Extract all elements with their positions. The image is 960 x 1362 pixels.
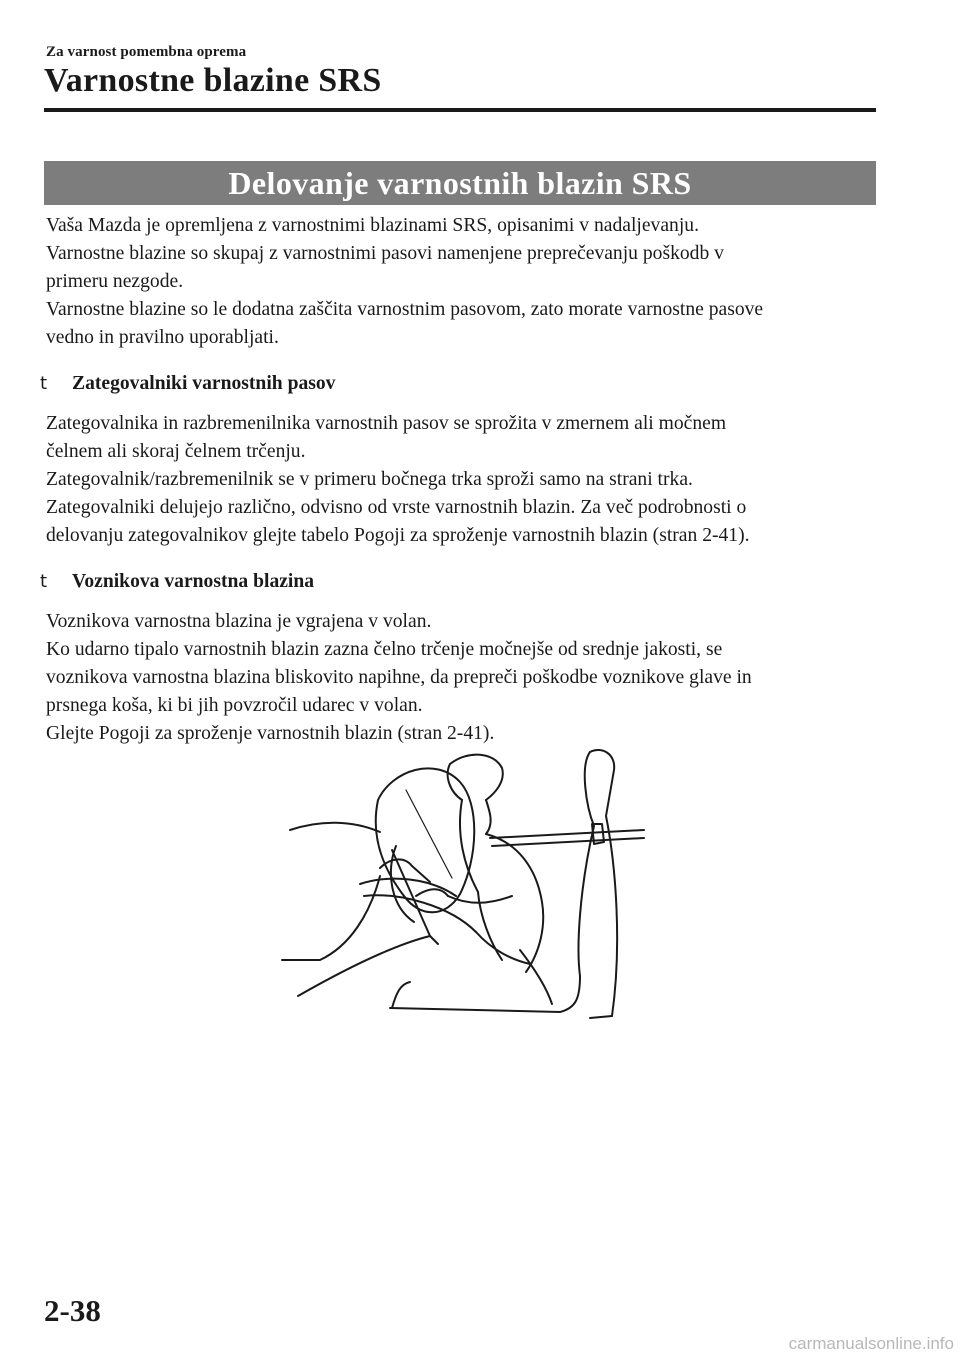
bullet-icon: t: [40, 373, 48, 394]
subsection-title: Voznikova varnostna blazina: [72, 571, 315, 592]
body-line: delovanju zategovalnikov glejte tabelo Pogoji za sproženje varnostnih blazin (stran 2-41).: [46, 525, 750, 546]
chapter-title: Varnostne blazine SRS: [44, 62, 382, 99]
bullet-icon: t: [40, 571, 48, 592]
intro-line: Varnostne blazine so le dodatna zaščita varnostnim pasovom, zato morate varnostne pasove: [46, 299, 764, 320]
intro-line: primeru nezgode.: [46, 271, 184, 292]
body-line: Zategovalnika in razbremenilnika varnostnih pasov se sprožita v zmernem ali močnem: [46, 413, 727, 434]
body-line: Glejte Pogoji za sproženje varnostnih blazin (stran 2-41).: [46, 723, 495, 744]
body-line: Voznikova varnostna blazina je vgrajena v volan.: [46, 611, 432, 632]
watermark: carmanualsonline.info: [788, 1334, 954, 1353]
subsection-heading-driver-airbag: [40, 568, 876, 596]
page-content: [40, 212, 876, 748]
driver-airbag-paragraph: [46, 608, 876, 748]
body-line: Ko udarno tipalo varnostnih blazin zazna čelno trčenje močnejše od srednje jakosti, se: [46, 639, 723, 660]
body-line: voznikova varnostna blazina bliskovito napihne, da prepreči poškodbe voznikove glave in: [46, 667, 752, 688]
page-number: 2-38: [44, 1293, 101, 1328]
chapter-kicker: Za varnost pomembna oprema: [46, 44, 247, 60]
intro-line: Varnostne blazine so skupaj z varnostnimi pasovi namenjene preprečevanju poškodb v: [46, 243, 724, 264]
pretensioners-paragraph: [46, 410, 876, 550]
intro-line: Vaša Mazda je opremljena z varnostnimi blazinami SRS, opisanimi v nadaljevanju.: [46, 215, 699, 236]
intro-line: vedno in pravilno uporabljati.: [46, 327, 279, 348]
intro-paragraph: [46, 212, 876, 352]
subsection-heading-pretensioners: [40, 370, 876, 398]
body-line: Zategovalnik/razbremenilnik se v primeru bočnega trka sproži samo na strani trka.: [46, 469, 693, 490]
body-line: Zategovalniki delujejo različno, odvisno od vrste varnostnih blazin. Za več podrobnosti o: [46, 497, 747, 518]
header-rule: [44, 108, 876, 112]
body-line: prsnega koša, ki bi jih povzročil udarec v volan.: [46, 695, 423, 716]
subsection-title: Zategovalniki varnostnih pasov: [72, 373, 336, 394]
driver-airbag-illustration: [280, 746, 660, 1022]
body-line: čelnem ali skoraj čelnem trčenju.: [46, 441, 306, 462]
section-title: Delovanje varnostnih blazin SRS: [44, 161, 876, 205]
